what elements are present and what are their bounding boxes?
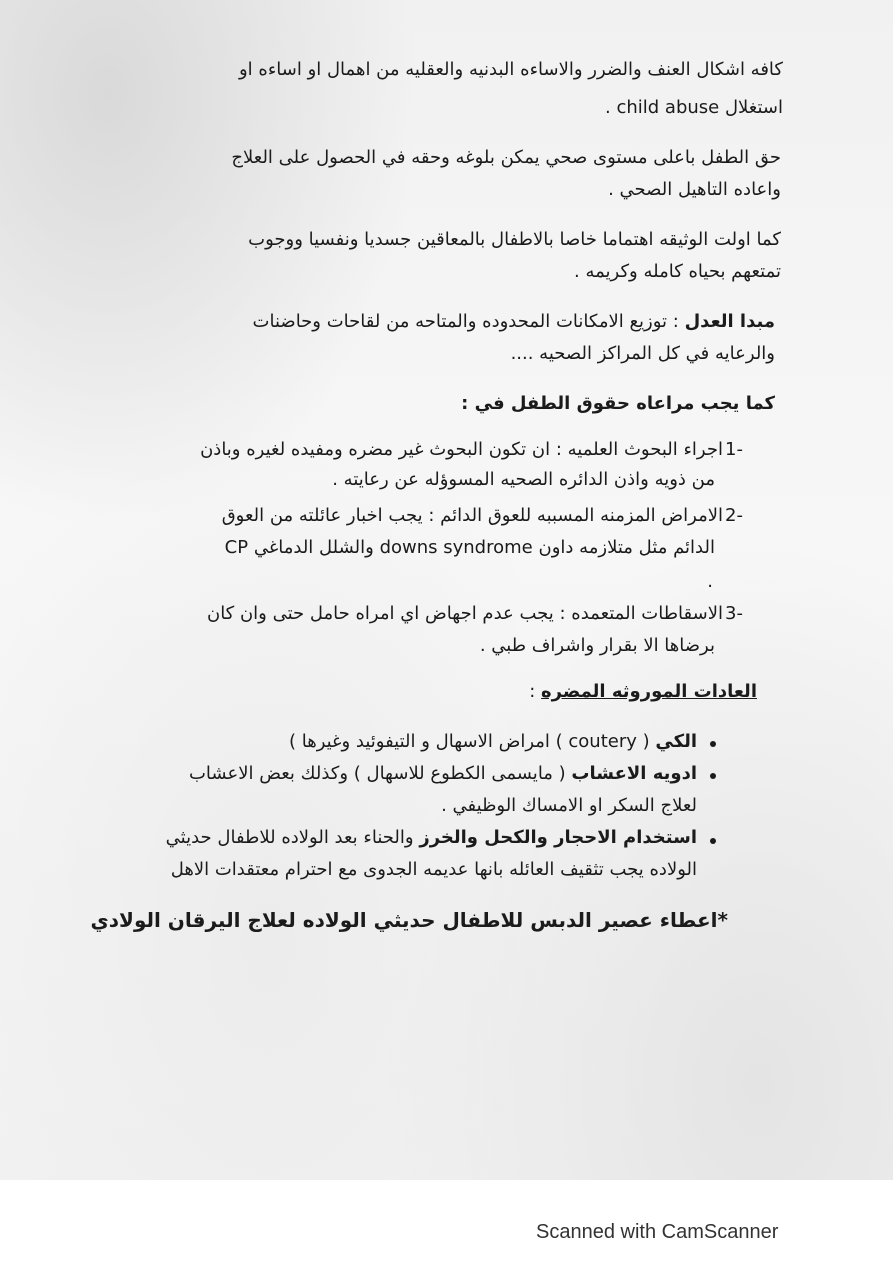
final-note: *اعطاء عصير الدبس للاطفال حديثي الولاده لعلاج اليرقان الولادي xyxy=(90,908,728,932)
item-3-number: 3- xyxy=(725,603,743,624)
bullet-3-line-1 xyxy=(166,826,697,850)
bullet-1-rest: ( coutery ) امراض الاسهال و التيفوئيد وغيرها ) xyxy=(288,731,650,752)
justice-line-1 xyxy=(253,310,775,334)
health-right-line-2: واعاده التاهيل الصحي . xyxy=(608,179,781,200)
bullet-2-line-2: لعلاج السكر او الامساك الوظيفي . xyxy=(441,795,697,816)
harmful-heading-line xyxy=(529,680,757,704)
intro-line-1: كافه اشكال العنف والضرر والاساءه البدنيه والعقليه من اهمال او اساءه او xyxy=(238,59,783,80)
camscanner-footer: Scanned with CamScanner xyxy=(536,1221,779,1243)
item-2-number: 2- xyxy=(725,505,743,526)
disabled-line-2: تمتعهم بحياه كامله وكريمه . xyxy=(574,261,781,282)
harmful-heading: العادات الموروثه المضره xyxy=(541,681,757,702)
harmful-heading-colon: : xyxy=(529,681,536,702)
bullet-3-bold: استخدام الاحجار والكحل والخرز xyxy=(419,827,697,848)
bullet-2-line-1 xyxy=(189,762,697,786)
item-3-line-1: الاسقاطات المتعمده : يجب عدم اجهاض اي امراه حامل حتى وان كان xyxy=(206,603,723,624)
disabled-line-1: كما اولت الوثيقه اهتماما خاصا بالاطفال بالمعاقين جسديا ونفسيا ووجوب xyxy=(248,229,781,250)
item-1-number: 1- xyxy=(725,439,743,460)
rights-heading: كما يجب مراعاه حقوق الطفل في : xyxy=(461,393,775,414)
item-2-line-1: الامراض المزمنه المسببه للعوق الدائم : يجب اخبار عائلته من العوق xyxy=(221,505,723,526)
bullet-2-rest: ( مايسمى الكطوع للاسهال ) وكذلك بعض الاعشاب xyxy=(188,763,566,784)
item-2-line-3: . xyxy=(707,571,713,592)
item-2-line-2: الدائم مثل متلازمه داون downs syndrome والشلل الدماغي CP xyxy=(224,537,715,558)
justice-line-1-rest: : توزيع الامكانات المحدوده والمتاحه من لقاحات وحاضنات xyxy=(252,311,679,332)
bullet-2-bold: ادويه الاعشاب xyxy=(571,763,697,784)
bullet-1-line-1 xyxy=(289,730,697,754)
justice-label: مبدا العدل xyxy=(684,311,775,332)
item-1-line-2: من ذويه واذن الدائره الصحيه المسوؤله عن رعايته . xyxy=(332,469,715,490)
bullet-1-dot xyxy=(710,741,716,747)
bullet-3-rest: والحناء بعد الولاده للاطفال حديثي xyxy=(165,827,414,848)
bullet-1-bold: الكي xyxy=(655,731,697,752)
bullet-3-dot xyxy=(710,838,716,844)
bullet-3-line-2: الولاده يجب تثقيف العائله بانها عديمه الجدوى مع احترام معتقدات الاهل xyxy=(170,859,697,880)
bullet-2-dot xyxy=(710,773,716,779)
justice-line-2: والرعايه في كل المراكز الصحيه .... xyxy=(510,343,775,364)
item-1-line-1: اجراء البحوث العلميه : ان تكون البحوث غير مضره ومفيده لغيره وباذن xyxy=(200,439,723,460)
health-right-line-1: حق الطفل باعلى مستوى صحي يمكن بلوغه وحقه في الحصول على العلاج xyxy=(231,147,781,168)
item-3-line-2: برضاها الا بقرار واشراف طبي . xyxy=(479,635,715,656)
intro-line-2: استغلال child abuse . xyxy=(605,97,783,118)
